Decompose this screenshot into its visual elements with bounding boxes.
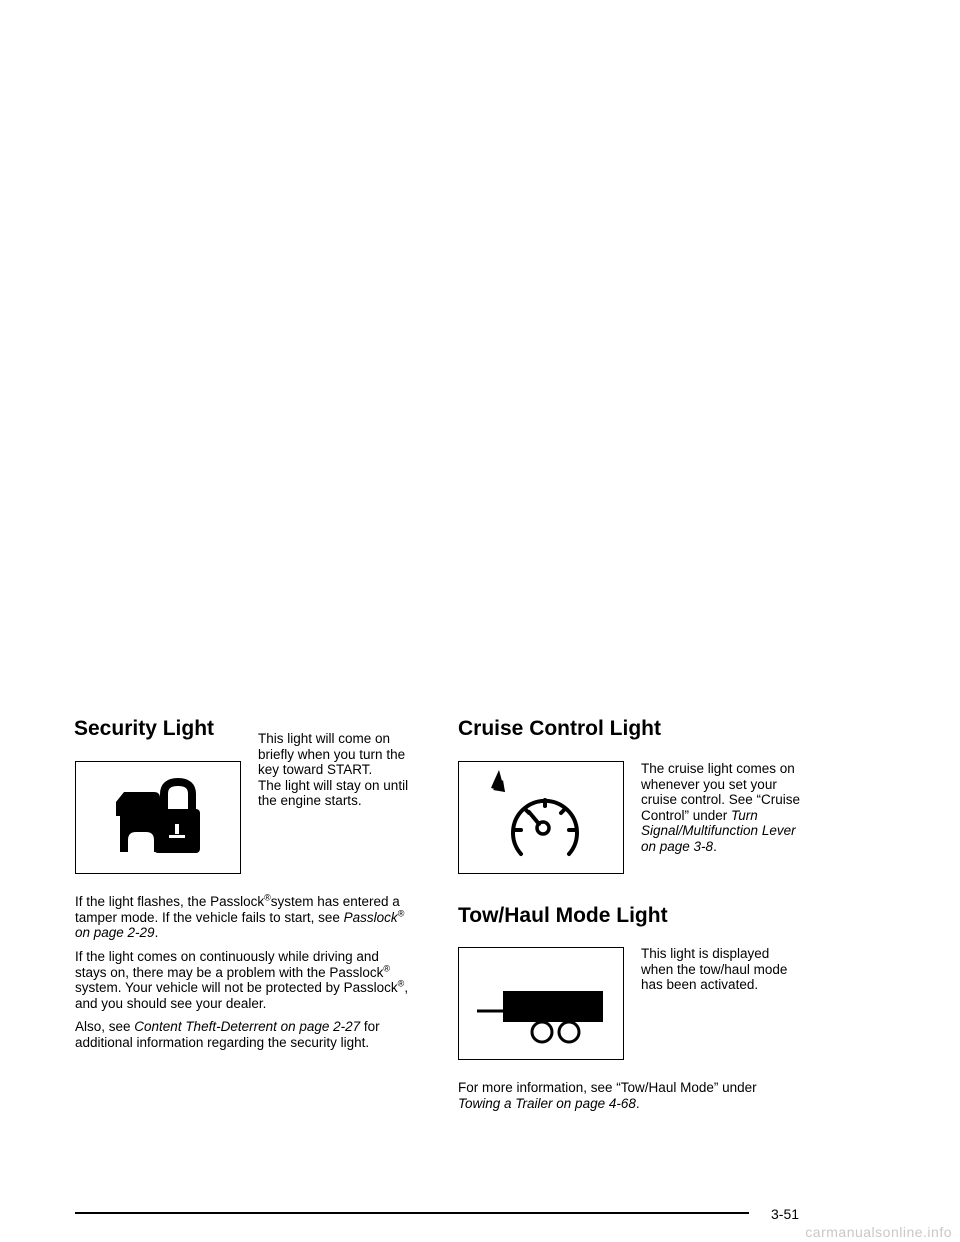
turn-signal-link-cont[interactable]: Signal/Multifunction Lever	[641, 823, 796, 838]
security-side-line: This light will come on	[258, 731, 391, 746]
text: .	[713, 838, 717, 854]
text: .	[635, 1095, 640, 1111]
text: ,	[404, 980, 409, 995]
towing-trailer-link[interactable]: Towing a Trailer on page 4-68	[458, 1095, 636, 1111]
registered-mark: ®	[264, 892, 271, 903]
towhaul-paragraph	[458, 1080, 757, 1111]
security-paragraph-3	[75, 1019, 380, 1050]
text: Also, see	[75, 1019, 135, 1034]
security-side-line: The light will stay on until	[258, 777, 409, 793]
turn-signal-link[interactable]: Turn	[731, 807, 758, 823]
text: and you should see your dealer.	[75, 995, 267, 1011]
text: system has entered a	[270, 894, 400, 909]
cruise-control-light-heading: Cruise Control Light	[458, 717, 661, 740]
towhaul-side-line: when the tow/haul mode	[641, 961, 788, 977]
text: tamper mode. If the vehicle fails to start, see	[75, 909, 344, 925]
towhaul-side-line: has been activated.	[641, 977, 759, 992]
security-light-icon-box	[75, 761, 241, 874]
security-side-line: key toward START.	[258, 762, 373, 777]
tow-haul-mode-light-heading: Tow/Haul Mode Light	[458, 904, 668, 927]
turn-signal-page-link[interactable]: on page 3-8	[641, 838, 714, 854]
tow-haul-icon-box	[458, 947, 624, 1060]
security-paragraph-1	[75, 894, 404, 941]
security-side-line: briefly when you turn the	[258, 746, 406, 762]
text: If the light comes on continuously while driving and	[75, 949, 379, 964]
cruise-light-icon-box	[458, 761, 624, 874]
cruise-side-line: cruise control. See “Cruise	[641, 792, 801, 807]
registered-mark: ®	[397, 978, 405, 989]
text: Control” under	[641, 807, 732, 823]
cruise-side-text	[641, 761, 800, 854]
cruise-side-line	[641, 839, 800, 855]
security-side-line: the engine starts.	[258, 793, 362, 808]
registered-mark: ®	[383, 963, 391, 973]
towhaul-side-text	[641, 946, 787, 993]
text: .	[154, 925, 159, 940]
security-lock-icon	[76, 762, 239, 872]
registered-mark: ®	[397, 908, 405, 918]
cruise-side-line: The cruise light comes on	[641, 761, 795, 776]
text: If the light flashes, the Passlock	[75, 894, 265, 909]
cruise-side-line: whenever you set your	[641, 776, 777, 792]
passlock-page-link[interactable]: on page 2-29	[75, 925, 155, 940]
text: for	[360, 1019, 380, 1034]
cruise-side-line	[641, 808, 800, 824]
text: system. Your vehicle will not be protected by Passlock	[75, 980, 398, 995]
page-number: 3-51	[771, 1206, 800, 1222]
towhaul-side-line: This light is displayed	[641, 946, 770, 961]
text: stays on, there may be a problem with the Passlock	[75, 964, 384, 980]
text: additional information regarding the security light.	[75, 1034, 370, 1050]
watermark: carmanualsonline.info	[805, 1224, 952, 1240]
trailer-icon	[459, 948, 622, 1058]
text: For more information, see “Tow/Haul Mode” under	[458, 1080, 757, 1095]
security-paragraph-2	[75, 949, 408, 1011]
passlock-link[interactable]: Passlock	[343, 909, 398, 925]
security-light-heading: Security Light	[74, 717, 215, 740]
cruise-speedometer-icon	[459, 762, 622, 872]
content-theft-deterrent-link[interactable]: Content Theft-Deterrent on page 2-27	[134, 1019, 361, 1034]
footer-rule	[75, 1212, 749, 1214]
security-side-text	[258, 731, 408, 809]
